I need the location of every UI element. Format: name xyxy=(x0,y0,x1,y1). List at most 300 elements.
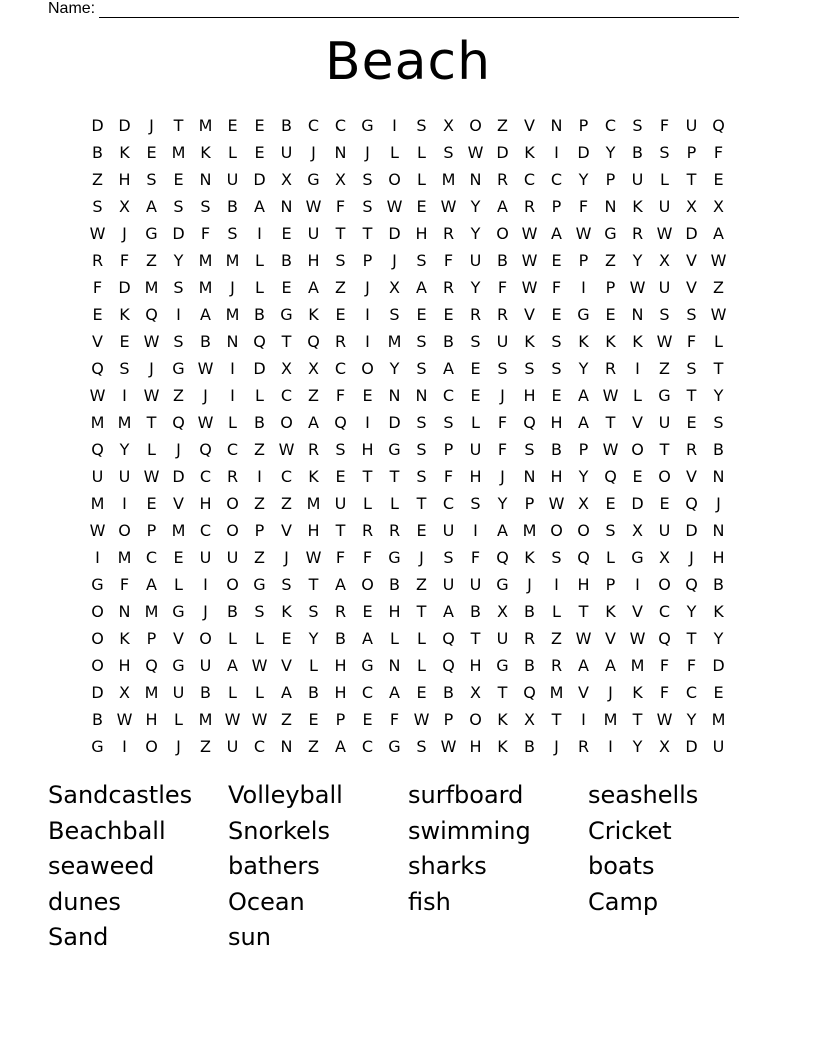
grid-letter: I xyxy=(257,467,262,486)
grid-letter: Q xyxy=(577,548,590,567)
grid-letter: K xyxy=(713,602,724,621)
grid-letter: J xyxy=(392,251,397,270)
grid-letter: B xyxy=(632,143,643,162)
grid-letter: S xyxy=(443,413,454,432)
grid-letter: X xyxy=(713,197,724,216)
grid-letter: Y xyxy=(578,467,589,486)
grid-letter: T xyxy=(389,467,400,486)
grid-letter: O xyxy=(496,224,509,243)
grid-letter: S xyxy=(470,494,481,513)
grid-letter: S xyxy=(416,413,427,432)
grid-letter: C xyxy=(334,359,347,378)
grid-letter: B xyxy=(497,251,508,270)
grid-letter: C xyxy=(280,467,293,486)
grid-letter: P xyxy=(686,143,697,162)
grid-letter: X xyxy=(119,683,130,702)
grid-letter: H xyxy=(712,548,725,567)
grid-letter: W xyxy=(143,386,160,405)
grid-letter: B xyxy=(524,656,535,675)
grid-letter: E xyxy=(470,359,481,378)
grid-letter: K xyxy=(632,683,643,702)
grid-letter: Q xyxy=(685,575,698,594)
grid-letter: P xyxy=(443,710,454,729)
name-field-row xyxy=(48,0,739,18)
grid-letter: J xyxy=(149,116,154,135)
grid-letter: S xyxy=(686,359,697,378)
grid-letter: O xyxy=(469,116,482,135)
grid-letter: F xyxy=(578,197,589,216)
grid-letter: T xyxy=(686,386,697,405)
grid-letter: M xyxy=(306,494,321,513)
word-list-item: Beachball xyxy=(48,816,166,845)
grid-letter: S xyxy=(335,440,346,459)
grid-letter: S xyxy=(524,359,535,378)
grid-letter: I xyxy=(581,710,586,729)
grid-letter: C xyxy=(604,116,617,135)
grid-letter: K xyxy=(524,548,535,567)
grid-letter: J xyxy=(689,548,694,567)
grid-letter: H xyxy=(334,656,347,675)
grid-letter: H xyxy=(145,710,158,729)
grid-letter: V xyxy=(92,332,103,351)
grid-letter: S xyxy=(713,413,724,432)
grid-letter: S xyxy=(416,359,427,378)
grid-letter: V xyxy=(524,305,535,324)
grid-letter: T xyxy=(551,710,562,729)
grid-letter: M xyxy=(225,305,240,324)
grid-letter: K xyxy=(308,467,319,486)
grid-letter: M xyxy=(171,521,186,540)
grid-letter: Z xyxy=(713,278,724,297)
grid-letter: W xyxy=(710,251,727,270)
grid-letter: K xyxy=(119,305,130,324)
grid-letter: O xyxy=(91,629,104,648)
grid-letter: E xyxy=(281,278,292,297)
grid-letter: G xyxy=(172,359,185,378)
grid-letter: K xyxy=(200,143,211,162)
grid-letter: G xyxy=(172,656,185,675)
grid-letter: M xyxy=(144,602,159,621)
grid-letter: X xyxy=(119,197,130,216)
grid-letter: O xyxy=(226,494,239,513)
grid-letter: X xyxy=(578,494,589,513)
grid-letter: Q xyxy=(712,116,725,135)
grid-letter: L xyxy=(417,143,426,162)
grid-letter: S xyxy=(659,305,670,324)
grid-letter: W xyxy=(467,143,484,162)
grid-letter: F xyxy=(389,710,400,729)
grid-letter: L xyxy=(633,386,642,405)
grid-letter: B xyxy=(200,332,211,351)
grid-letter: I xyxy=(608,737,613,756)
grid-letter: X xyxy=(497,602,508,621)
grid-letter: I xyxy=(122,737,127,756)
grid-letter: B xyxy=(281,116,292,135)
grid-letter: A xyxy=(200,305,211,324)
grid-letter: J xyxy=(716,494,721,513)
name-label: Name: xyxy=(48,0,96,17)
grid-letter: B xyxy=(254,413,265,432)
grid-letter: E xyxy=(146,494,157,513)
grid-letter: W xyxy=(548,494,565,513)
grid-letter: E xyxy=(605,305,616,324)
grid-letter: M xyxy=(630,656,645,675)
grid-letter: E xyxy=(92,305,103,324)
grid-letter: M xyxy=(144,683,159,702)
grid-letter: T xyxy=(362,467,373,486)
grid-letter: E xyxy=(713,683,724,702)
grid-letter: B xyxy=(713,440,724,459)
grid-letter: L xyxy=(363,494,372,513)
grid-letter: F xyxy=(335,197,346,216)
grid-letter: T xyxy=(362,224,373,243)
grid-letter: R xyxy=(523,629,536,648)
grid-letter: T xyxy=(713,359,724,378)
grid-letter: F xyxy=(470,548,481,567)
grid-letter: X xyxy=(389,278,400,297)
grid-letter: S xyxy=(146,170,157,189)
word-list-item: Sand xyxy=(48,923,109,951)
grid-letter: K xyxy=(497,737,508,756)
grid-letter: T xyxy=(632,710,643,729)
grid-letter: V xyxy=(686,251,697,270)
grid-letter: V xyxy=(632,602,643,621)
grid-letter: S xyxy=(362,197,373,216)
grid-letter: N xyxy=(280,197,293,216)
grid-letter: C xyxy=(199,521,212,540)
grid-letter: Z xyxy=(308,386,319,405)
grid-letter: B xyxy=(92,143,103,162)
grid-letter: D xyxy=(118,116,131,135)
grid-letter: D xyxy=(91,116,104,135)
grid-letter: S xyxy=(416,467,427,486)
grid-letter: T xyxy=(146,413,157,432)
grid-letter: V xyxy=(173,629,184,648)
grid-letter: X xyxy=(281,170,292,189)
grid-letter: G xyxy=(307,170,320,189)
grid-letter: D xyxy=(253,359,266,378)
grid-letter: B xyxy=(524,602,535,621)
grid-letter: T xyxy=(308,575,319,594)
grid-letter: U xyxy=(334,494,347,513)
grid-letter: X xyxy=(443,116,454,135)
grid-letter: G xyxy=(361,656,374,675)
grid-letter: N xyxy=(712,467,725,486)
grid-letter: X xyxy=(281,359,292,378)
grid-letter: G xyxy=(577,305,590,324)
grid-letter: A xyxy=(443,359,454,378)
grid-letter: A xyxy=(605,656,616,675)
grid-letter: U xyxy=(496,332,509,351)
word-list-item: Camp xyxy=(588,887,659,916)
grid-letter: S xyxy=(686,305,697,324)
grid-letter: W xyxy=(521,278,538,297)
grid-letter: S xyxy=(416,251,427,270)
grid-letter: Z xyxy=(200,737,211,756)
grid-letter: B xyxy=(335,629,346,648)
grid-letter: A xyxy=(146,197,157,216)
grid-letter: H xyxy=(118,656,131,675)
grid-letter: C xyxy=(658,602,671,621)
grid-letter: Z xyxy=(281,494,292,513)
grid-letter: F xyxy=(92,278,103,297)
grid-letter: C xyxy=(523,170,536,189)
grid-letter: Z xyxy=(173,386,184,405)
grid-letter: O xyxy=(658,467,671,486)
grid-letter: R xyxy=(361,521,374,540)
grid-letter: D xyxy=(172,467,185,486)
grid-letter: E xyxy=(254,143,265,162)
grid-letter: A xyxy=(497,521,508,540)
grid-letter: Q xyxy=(307,332,320,351)
grid-letter: E xyxy=(362,602,373,621)
grid-letter: I xyxy=(230,359,235,378)
grid-letter: J xyxy=(230,278,235,297)
letter-grid xyxy=(84,112,732,760)
grid-letter: W xyxy=(575,629,592,648)
grid-letter: V xyxy=(605,629,616,648)
grid-letter: T xyxy=(416,602,427,621)
grid-letter: M xyxy=(90,494,105,513)
grid-letter: L xyxy=(228,683,237,702)
grid-letter: R xyxy=(334,332,347,351)
grid-letter: V xyxy=(578,683,589,702)
grid-letter: R xyxy=(631,224,644,243)
grid-letter: K xyxy=(281,602,292,621)
grid-letter: K xyxy=(632,332,643,351)
grid-letter: M xyxy=(603,710,618,729)
grid-letter: G xyxy=(280,305,293,324)
grid-letter: F xyxy=(443,467,454,486)
grid-letter: N xyxy=(604,197,617,216)
grid-letter: J xyxy=(284,548,289,567)
grid-letter: E xyxy=(416,197,427,216)
grid-letter: M xyxy=(198,251,213,270)
grid-letter: E xyxy=(632,467,643,486)
grid-letter: D xyxy=(496,143,509,162)
grid-letter: Y xyxy=(119,440,130,459)
grid-letter: Z xyxy=(281,710,292,729)
grid-letter: X xyxy=(659,251,670,270)
grid-letter: P xyxy=(605,575,616,594)
grid-letter: A xyxy=(497,197,508,216)
grid-letter: U xyxy=(685,116,698,135)
grid-letter: Y xyxy=(470,224,481,243)
grid-letter: T xyxy=(605,413,616,432)
grid-letter: K xyxy=(308,305,319,324)
grid-letter: I xyxy=(635,359,640,378)
grid-letter: G xyxy=(91,575,104,594)
grid-letter: E xyxy=(659,494,670,513)
grid-letter: W xyxy=(89,386,106,405)
word-list-item: boats xyxy=(588,852,655,880)
grid-letter: F xyxy=(200,224,211,243)
name-input-line[interactable] xyxy=(99,3,739,18)
page-title: Beach xyxy=(324,32,492,92)
grid-letter: R xyxy=(496,305,509,324)
grid-letter: B xyxy=(254,305,265,324)
grid-letter: A xyxy=(308,413,319,432)
grid-letter: U xyxy=(469,575,482,594)
grid-letter: Z xyxy=(335,278,346,297)
grid-letter: E xyxy=(713,170,724,189)
grid-letter: E xyxy=(362,386,373,405)
grid-letter: H xyxy=(388,602,401,621)
grid-letter: M xyxy=(387,332,402,351)
grid-letter: N xyxy=(712,521,725,540)
grid-letter: I xyxy=(473,521,478,540)
grid-letter: C xyxy=(685,683,698,702)
grid-letter: E xyxy=(335,305,346,324)
grid-letter: V xyxy=(173,494,184,513)
grid-letter: E xyxy=(281,629,292,648)
word-list-item: seashells xyxy=(588,781,699,809)
grid-letter: L xyxy=(606,548,615,567)
grid-letter: W xyxy=(89,224,106,243)
grid-letter: Z xyxy=(308,737,319,756)
grid-letter: D xyxy=(631,494,644,513)
grid-letter: W xyxy=(305,197,322,216)
grid-letter: H xyxy=(550,413,563,432)
grid-letter: G xyxy=(388,548,401,567)
grid-letter: W xyxy=(143,467,160,486)
grid-letter: L xyxy=(174,710,183,729)
grid-letter: A xyxy=(551,224,562,243)
grid-letter: U xyxy=(712,737,725,756)
grid-letter: D xyxy=(388,413,401,432)
grid-letter: N xyxy=(415,386,428,405)
grid-letter: E xyxy=(362,710,373,729)
grid-letter: L xyxy=(390,143,399,162)
grid-letter: Q xyxy=(523,683,536,702)
grid-letter: U xyxy=(280,143,293,162)
grid-letter: O xyxy=(361,575,374,594)
grid-letter: B xyxy=(92,710,103,729)
word-list-item: Snorkels xyxy=(228,816,330,845)
grid-letter: M xyxy=(441,170,456,189)
grid-letter: A xyxy=(146,575,157,594)
grid-letter: W xyxy=(386,197,403,216)
grid-letter: Y xyxy=(578,170,589,189)
grid-letter: W xyxy=(521,224,538,243)
grid-letter: H xyxy=(415,224,428,243)
grid-letter: X xyxy=(632,521,643,540)
grid-letter: H xyxy=(334,683,347,702)
grid-letter: X xyxy=(470,683,481,702)
grid-letter: E xyxy=(173,170,184,189)
grid-letter: F xyxy=(659,656,670,675)
grid-letter: D xyxy=(91,683,104,702)
grid-letter: I xyxy=(203,575,208,594)
grid-letter: S xyxy=(443,548,454,567)
grid-letter: S xyxy=(551,548,562,567)
grid-letter: U xyxy=(442,521,455,540)
grid-letter: Z xyxy=(497,116,508,135)
grid-letter: A xyxy=(578,386,589,405)
grid-letter: B xyxy=(470,602,481,621)
grid-letter: U xyxy=(226,170,239,189)
grid-letter: G xyxy=(172,602,185,621)
grid-letter: F xyxy=(335,548,346,567)
grid-letter: S xyxy=(470,332,481,351)
grid-letter: B xyxy=(551,440,562,459)
grid-letter: Z xyxy=(92,170,103,189)
grid-letter: E xyxy=(308,710,319,729)
grid-letter: F xyxy=(362,548,373,567)
grid-letter: M xyxy=(711,710,726,729)
grid-letter: U xyxy=(658,278,671,297)
grid-letter: G xyxy=(604,224,617,243)
grid-letter: R xyxy=(388,521,401,540)
grid-letter: F xyxy=(497,278,508,297)
grid-letter: S xyxy=(416,440,427,459)
grid-letter: O xyxy=(145,737,158,756)
grid-letter: U xyxy=(631,170,644,189)
grid-letter: W xyxy=(710,305,727,324)
grid-letter: I xyxy=(95,548,100,567)
grid-letter: T xyxy=(659,440,670,459)
grid-letter: L xyxy=(255,629,264,648)
grid-letter: I xyxy=(554,143,559,162)
word-list-item: Volleyball xyxy=(228,781,343,809)
word-list-item: Cricket xyxy=(588,816,672,845)
grid-letter: I xyxy=(581,278,586,297)
grid-letter: F xyxy=(497,440,508,459)
grid-letter: W xyxy=(656,224,673,243)
word-list-item: dunes xyxy=(48,887,121,916)
grid-letter: F xyxy=(497,413,508,432)
grid-letter: D xyxy=(712,656,725,675)
grid-letter: S xyxy=(362,170,373,189)
grid-letter: V xyxy=(281,521,292,540)
grid-letter: F xyxy=(659,683,670,702)
word-list-item: Sandcastles xyxy=(48,781,193,809)
grid-letter: F xyxy=(686,332,697,351)
grid-letter: C xyxy=(361,683,374,702)
grid-letter: U xyxy=(442,575,455,594)
word-list-item: surfboard xyxy=(408,781,524,809)
grid-letter: W xyxy=(197,413,214,432)
grid-letter: V xyxy=(281,656,292,675)
grid-letter: R xyxy=(469,305,482,324)
grid-letter: M xyxy=(198,116,213,135)
grid-letter: N xyxy=(388,656,401,675)
grid-letter: C xyxy=(334,116,347,135)
grid-letter: S xyxy=(416,116,427,135)
grid-letter: O xyxy=(388,170,401,189)
grid-letter: R xyxy=(604,359,617,378)
grid-letter: J xyxy=(176,737,181,756)
grid-letter: U xyxy=(307,224,320,243)
grid-letter: A xyxy=(578,413,589,432)
grid-letter: O xyxy=(91,602,104,621)
grid-letter: K xyxy=(632,197,643,216)
grid-letter: E xyxy=(335,467,346,486)
grid-letter: T xyxy=(281,332,292,351)
grid-letter: M xyxy=(198,710,213,729)
grid-letter: P xyxy=(578,251,589,270)
grid-letter: B xyxy=(308,683,319,702)
grid-letter: E xyxy=(173,548,184,567)
grid-letter: I xyxy=(365,305,370,324)
grid-letter: I xyxy=(257,224,262,243)
grid-letter: S xyxy=(200,197,211,216)
grid-letter: K xyxy=(578,332,589,351)
grid-letter: L xyxy=(228,413,237,432)
grid-letter: O xyxy=(550,521,563,540)
grid-letter: D xyxy=(685,224,698,243)
grid-letter: O xyxy=(631,440,644,459)
